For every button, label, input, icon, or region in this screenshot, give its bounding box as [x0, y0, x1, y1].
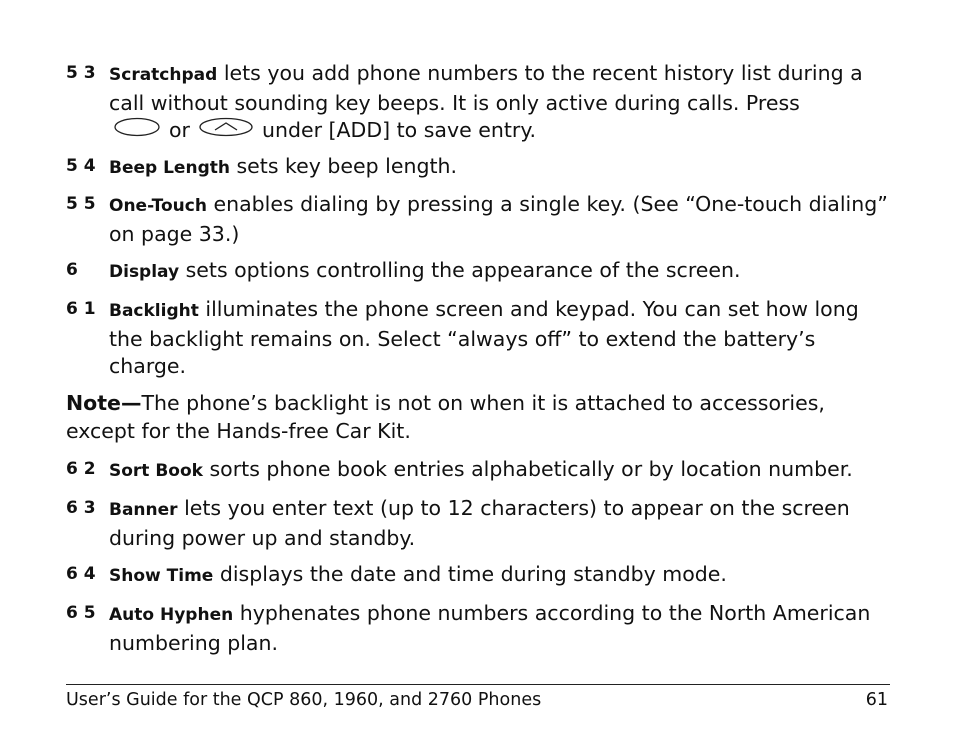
page-number: 61 — [865, 690, 888, 710]
menu-number: 5 5 — [66, 194, 96, 214]
note-text: The phone’s backlight is not on when it is attached to accessories, except for the Hands-free Car Kit. — [66, 391, 825, 443]
menu-description: sets key beep length. — [229, 154, 458, 178]
note-label: Note— — [66, 391, 142, 415]
menu-description: sorts phone book entries alphabetically or by location number. — [202, 457, 853, 481]
menu-term: Beep Length — [109, 158, 230, 178]
up-arrow-key-icon — [198, 117, 254, 145]
menu-term: One-Touch — [109, 196, 207, 216]
menu-description: lets you add phone numbers to the recent history list during a call without sounding key beeps. It is only active during calls. Press — [109, 61, 863, 115]
entry-show-time — [66, 561, 896, 591]
menu-description: displays the date and time during standby mode. — [213, 562, 727, 586]
menu-term: Backlight — [109, 301, 199, 321]
menu-number: 5 3 — [66, 63, 96, 83]
menu-term: Display — [109, 262, 180, 282]
entry-backlight — [66, 296, 896, 381]
menu-description: illuminates the phone screen and keypad. You can set how long the backlight remains on. Select “always off” to extend the battery’s charge. — [109, 297, 859, 378]
menu-description: hyphenates phone numbers according to the North American numbering plan. — [109, 601, 871, 655]
menu-description: lets you enter text (up to 12 characters) to appear on the screen during power up and standby. — [109, 496, 850, 550]
backlight-note — [66, 390, 886, 445]
entry-banner — [66, 495, 896, 552]
oval-key-icon — [113, 117, 161, 145]
menu-number: 6 2 — [66, 459, 96, 479]
menu-term: Auto Hyphen — [109, 605, 234, 625]
entry-auto-hyphen — [66, 600, 896, 657]
menu-number: 6 1 — [66, 299, 96, 319]
menu-number: 5 4 — [66, 156, 96, 176]
menu-term: Show Time — [109, 566, 214, 586]
entry-beep-length — [66, 153, 896, 183]
entry-one-touch — [66, 191, 896, 248]
entry-scratchpad — [66, 60, 896, 145]
menu-number: 6 5 — [66, 603, 96, 623]
press-or: or — [169, 118, 190, 142]
entry-sort-book — [66, 456, 896, 486]
menu-number: 6 3 — [66, 498, 96, 518]
menu-description: sets options controlling the appearance of the screen. — [179, 258, 741, 282]
menu-description: enables dialing by pressing a single key. (See “One-touch dialing” on page 33.) — [109, 192, 888, 246]
entry-display — [66, 257, 896, 287]
menu-term: Sort Book — [109, 461, 203, 481]
menu-term: Scratchpad — [109, 65, 218, 85]
menu-number: 6 4 — [66, 564, 96, 584]
menu-term: Banner — [109, 500, 178, 520]
menu-number: 6 — [66, 260, 78, 280]
press-tail: under [ADD] to save entry. — [261, 118, 537, 142]
footer-title: User’s Guide for the QCP 860, 1960, and 2760 Phones — [66, 690, 542, 710]
footer-divider — [66, 684, 890, 685]
